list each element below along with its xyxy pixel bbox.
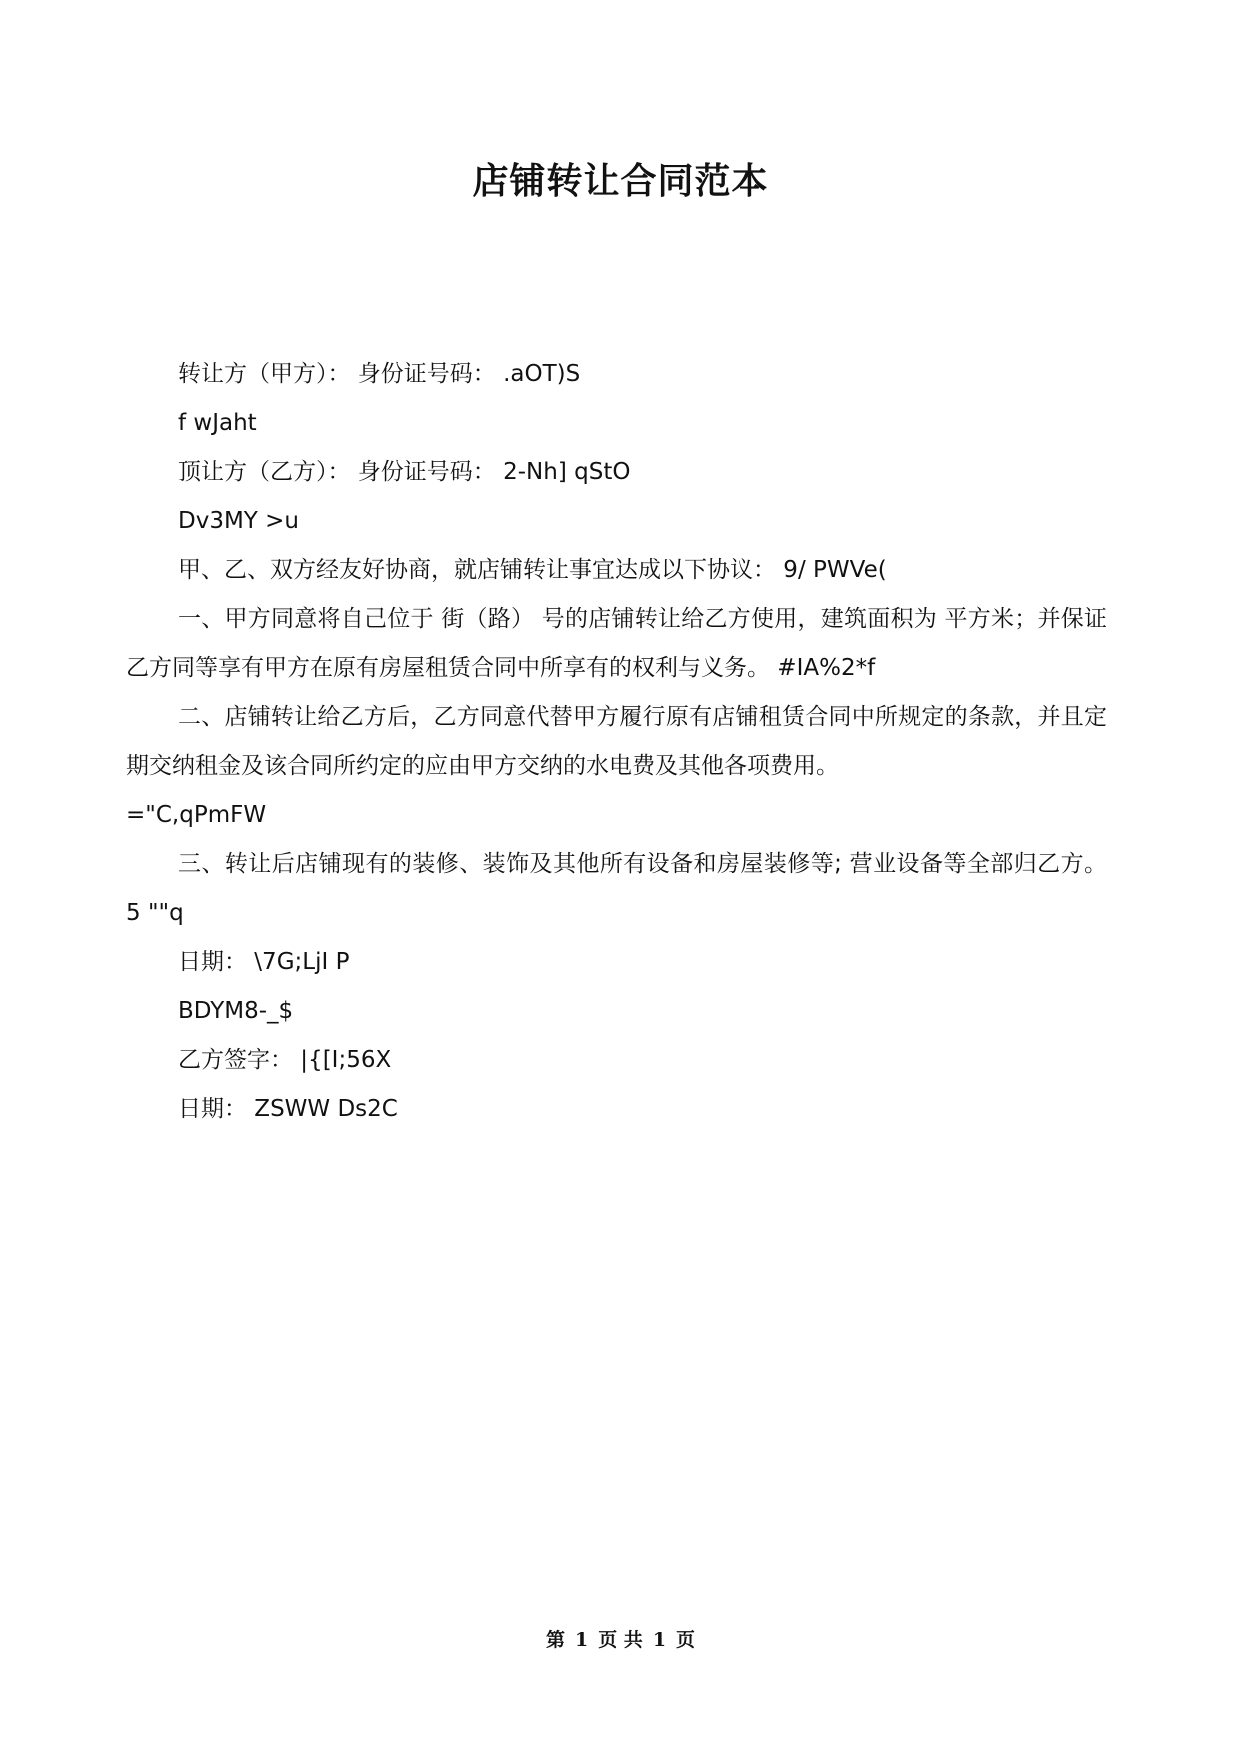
footer-prefix: 第 (545, 1629, 565, 1651)
code-line: BDYM8-_$ (178, 998, 294, 1024)
footer-total-pages: 1 (652, 1629, 667, 1651)
clause-three: 三、转让后店铺现有的装修、装饰及其他所有设备和房屋装修等; 营业设备等全部归乙方。 5 ""q (126, 851, 1107, 926)
clause-two: 二、店铺转让给乙方后，乙方同意代替甲方履行原有店铺租赁合同中所规定的条款，并且定期交纳租金及该合同所约定的应由甲方交纳的水电费及其他各项费用。 (126, 704, 1107, 779)
clause-one: 一、甲方同意将自己位于 街（路） 号的店铺转让给乙方使用，建筑面积为 平方米；并保证乙方同等享有甲方在原有房屋租赁合同中所享有的权利与义务。 #IA%2*f (126, 606, 1107, 681)
clause-two-code: ="C,qPmFW (126, 802, 267, 828)
party-a-line: 转让方（甲方）： 身份证号码： .aOT)S (178, 361, 581, 387)
page-footer (0, 1626, 1241, 1654)
party-a-code-line: f wJaht (178, 410, 257, 436)
document-title: 店铺转让合同范本 (472, 161, 769, 202)
party-b-line: 顶让方（乙方）： 身份证号码： 2-Nh] qStO (178, 459, 631, 485)
agreement-intro: 甲、乙、双方经友好协商，就店铺转让事宜达成以下协议： 9/ PWVe( (178, 557, 887, 583)
footer-middle: 页 共 (598, 1629, 643, 1651)
party-b-code-line: Dv3MY >u (178, 508, 300, 534)
date-line-b: 日期： ZSWW Ds2C (178, 1096, 398, 1122)
party-b-signature-line: 乙方签字： |{[I;56X (178, 1047, 392, 1073)
footer-page-number: 1 (574, 1629, 589, 1651)
date-line-a: 日期： \7G;LjI P (178, 949, 350, 975)
footer-suffix: 页 (676, 1629, 696, 1651)
document-body (126, 350, 1107, 1134)
